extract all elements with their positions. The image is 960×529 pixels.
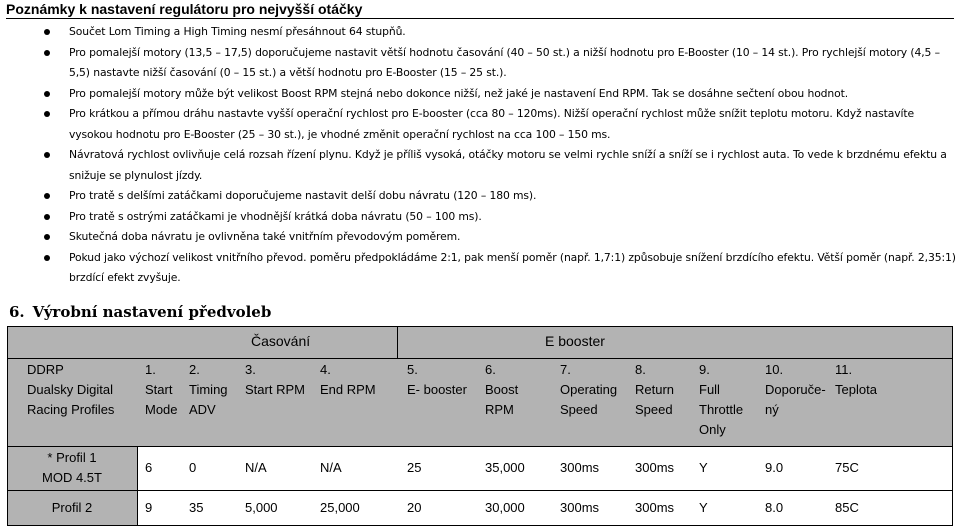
profile-label: * Profil 1 [47,450,97,465]
column-header-line: 8. [635,362,646,377]
profile-label: Profil 2 [51,500,93,515]
note-item: Pro pomalejší motory může být velikost Boost RPM stejná nebo dokonce nižší, než jaké je nastavení End RPM. Tak se dosáhne sečtení obou hodnot. [0,84,960,105]
table-cell: Y [699,460,708,475]
column-header-line: 9. [699,362,710,377]
table-hline [7,525,953,526]
page-heading: Poznámky k nastavení regulátoru pro nejvyšší otáčky [6,0,954,19]
casovani-group-label: Časování [251,333,311,349]
column-header-line: 6. [485,362,496,377]
column-header-line: Only [699,422,726,437]
table-cell: N/A [245,460,267,475]
column-header-line: Teplota [835,382,877,397]
table-cell: 300ms [635,460,675,475]
section-title-text: Výrobní nastavení předvoleb [32,303,272,321]
table-cell: 35 [189,500,204,515]
column-header-line: 10. [765,362,784,377]
section-title [9,300,271,324]
column-header-line: End RPM [320,382,376,397]
table-cell: 75C [835,460,859,475]
table-cell: 6 [145,460,153,475]
note-item: Pro pomalejší motory (13,5 – 17,5) doporučujeme nastavit větší hodnotu časování (40 – 50 st.) a nižší hodnotu pro E-Booster (10 – 14 st.). Pro rychlejší motory (4,5 – 5,5) nastavte nižší časování (0 – 15 st.) a větší hodnotu pro E-Booster (15 – 25 st.). [0,43,960,84]
column-header-line: 5. [407,362,418,377]
column-header-line: 4. [320,362,331,377]
column-header-line: ný [765,402,779,417]
column-header-line: Speed [560,402,598,417]
table-cell: 300ms [635,500,675,515]
column-header-line: Speed [635,402,673,417]
table-hline [7,446,953,447]
column-header-line: Racing Profiles [27,402,115,417]
table-hline [7,326,953,327]
table-cell: Y [699,500,708,515]
column-header-line: Throttle [699,402,744,417]
ebooster-group-band [397,326,953,358]
column-header-line: Mode [145,402,178,417]
table-cell: 300ms [560,460,600,475]
table-cell: 0 [189,460,197,475]
column-header-line: DDRP [27,362,64,377]
column-header-line: ADV [189,402,216,417]
profile-label: MOD 4.5T [42,470,102,485]
column-header-line: 11. [835,362,853,377]
column-header-line: 2. [189,362,200,377]
table-vline [7,326,8,526]
column-header-line: Boost [485,382,519,397]
notes-list [0,22,960,289]
table-cell: 5,000 [245,500,278,515]
table-cell: 85C [835,500,859,515]
ebooster-group-label: E booster [545,333,605,349]
column-header-line: E- booster [407,382,467,397]
table-cell: 20 [407,500,422,515]
note-item: Pokud jako výchozí velikost vnitřního převod. poměru předpokládáme 2:1, pak menší poměr (např. 1,7:1) způsobuje snížení brzdícího efektu. Větší poměr (např. 2,35:1) brzdící efekt zvyšuje. [0,248,960,289]
column-header-line: Operating [560,382,618,397]
table-vline [137,446,138,526]
table-vline [952,326,953,526]
note-item: Návratová rychlost ovlivňuje celá rozsah řízení plynu. Když je příliš vysoká, otáčky motoru se velmi rychle sníží a sníží se i rychlost auta. To vede k brzdnému efektu a snižuje se plynulost jízdy. [0,145,960,186]
column-header-line: Doporuče- [765,382,826,397]
presets-table [7,326,953,526]
column-header-line: 3. [245,362,256,377]
column-header-line: Return [635,382,675,397]
column-header-line: 1. [145,362,156,377]
column-header-line: Timing [189,382,228,397]
table-cell: 25 [407,460,422,475]
table-cell: N/A [320,460,342,475]
table-cell: 300ms [560,500,600,515]
table-cell: 8.0 [765,500,784,515]
table-cell: 35,000 [485,460,525,475]
note-item: Pro tratě s delšími zatáčkami doporučujeme nastavit delší dobu návratu (120 – 180 ms). [0,186,960,207]
note-item: Součet Lom Timing a High Timing nesmí přesáhnout 64 stupňů. [0,22,960,43]
note-item: Pro krátkou a přímou dráhu nastavte vyšší operační rychlost pro E-booster (cca 80 – 120ms). Nižší operační rychlost může snížit teplotu motoru. Když nastavíte vysokou hodnotu pro E-Booster (25 – 30 st.), je vhodné změnit operační rychlost na cca 100 – 150 ms. [0,104,960,145]
column-header-line: Start [145,382,173,397]
column-header-line: Dualsky Digital [27,382,113,397]
table-hline [7,490,953,491]
table-cell: 9 [145,500,153,515]
table-vline [397,326,398,358]
casovani-group-band [7,326,397,358]
table-hline [7,358,953,359]
column-header-line: Start RPM [245,382,305,397]
column-header-line: RPM [485,402,514,417]
section-number: 6. [9,303,25,321]
table-cell: 9.0 [765,460,784,475]
note-item: Pro tratě s ostrými zatáčkami je vhodnější krátká doba návratu (50 – 100 ms). [0,207,960,228]
note-item: Skutečná doba návratu je ovlivněna také vnitřním převodovým poměrem. [0,227,960,248]
table-cell: 25,000 [320,500,360,515]
column-header-line: 7. [560,362,571,377]
column-header-line: Full [699,382,720,397]
table-cell: 30,000 [485,500,525,515]
